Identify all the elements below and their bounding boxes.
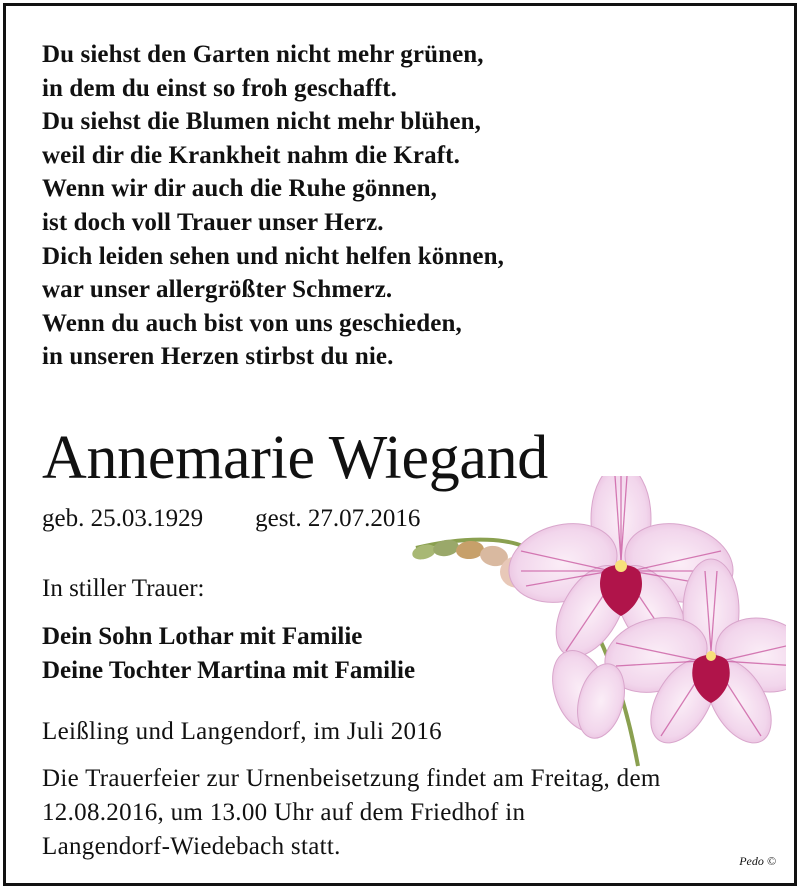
poem-line: Wenn du auch bist von uns geschieden, [42, 309, 462, 337]
place-date: Leißling und Langendorf, im Juli 2016 [42, 718, 442, 745]
poem-line: Du siehst die Blumen nicht mehr blühen, [42, 108, 481, 136]
funeral-line: Die Trauerfeier zur Urnenbeisetzung findet am Freitag, dem [42, 765, 661, 792]
family-member: Deine Tochter Martina mit Familie [42, 657, 416, 684]
poem-line: in unseren Herzen stirbst du nie. [42, 343, 394, 371]
poem-line: Du siehst den Garten nicht mehr grünen, [42, 41, 484, 68]
mourning-intro: In stiller Trauer: [42, 575, 205, 602]
death-date: gest. 27.07.2016 [255, 505, 421, 532]
deceased-name: Annemarie Wiegand [42, 424, 549, 492]
poem-line: in dem du einst so froh geschafft. [42, 74, 398, 102]
life-dates [42, 502, 420, 536]
funeral-notice [42, 762, 661, 864]
poem-line: war unser allergrößter Schmerz. [42, 276, 393, 304]
poem-line: ist doch voll Trauer unser Herz. [42, 208, 384, 236]
funeral-line: 12.08.2016, um 13.00 Uhr auf dem Friedhof in [42, 799, 526, 826]
poem-line: Wenn wir dir auch die Ruhe gönnen, [42, 175, 437, 203]
poem-line: Dich leiden sehen und nicht helfen können, [42, 242, 504, 270]
signature: Pedo © [739, 854, 776, 868]
obituary-frame [3, 3, 797, 886]
family-list [42, 620, 415, 688]
orchid-flower-icon [406, 476, 786, 776]
birth-date: geb. 25.03.1929 [42, 505, 204, 532]
poem [42, 38, 504, 374]
poem-line: weil dir die Krankheit nahm die Kraft. [42, 141, 460, 169]
funeral-line: Langendorf-Wiedebach statt. [42, 833, 341, 860]
family-member: Dein Sohn Lothar mit Familie [42, 623, 363, 650]
